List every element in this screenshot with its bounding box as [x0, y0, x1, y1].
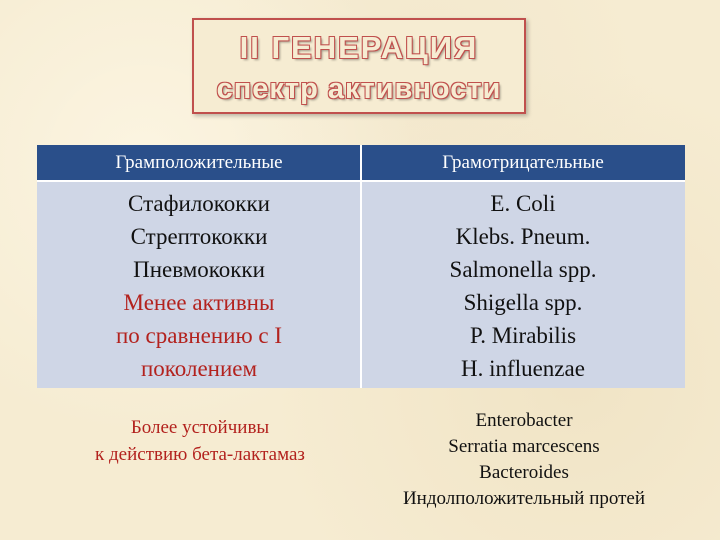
note-line: Более устойчивы	[130, 417, 270, 438]
beta-lactamase-note	[40, 414, 360, 468]
organism-item: Стрептококки	[130, 224, 268, 249]
organism-item: P. Mirabilis	[469, 323, 577, 348]
organism-item: Enterobacter	[475, 410, 573, 431]
gram-negative-cell	[361, 187, 685, 385]
organism-item: Shigella spp.	[463, 290, 583, 315]
title-box	[192, 18, 526, 114]
column-divider	[360, 145, 362, 388]
organism-item: Стафилококки	[128, 191, 270, 216]
organism-item: Salmonella spp.	[449, 257, 597, 282]
additional-organisms	[350, 408, 698, 512]
activity-note: по сравнению с I	[115, 323, 283, 348]
organism-item: Bacteroides	[479, 462, 569, 483]
organism-item: Индолположительный протей	[402, 488, 646, 509]
header-gram-negative: Грамотрицательные	[442, 152, 604, 173]
slide-title: II ГЕНЕРАЦИЯ	[239, 30, 479, 65]
slide-subtitle: спектр активности	[216, 73, 502, 105]
header-gram-positive: Грамположительные	[115, 152, 283, 173]
organism-item: H. influenzae	[461, 356, 585, 381]
note-line: к действию бета-лактамаз	[95, 444, 305, 465]
gram-positive-cell	[37, 187, 361, 385]
organism-item: Serratia marcescens	[448, 436, 600, 457]
organism-item: Пневмококки	[133, 257, 265, 282]
activity-note: Менее активны	[123, 290, 275, 315]
spectrum-table	[37, 145, 685, 388]
activity-note: поколением	[140, 356, 258, 381]
organism-item: E. Coli	[490, 191, 556, 216]
organism-item: Klebs. Pneum.	[455, 224, 591, 249]
